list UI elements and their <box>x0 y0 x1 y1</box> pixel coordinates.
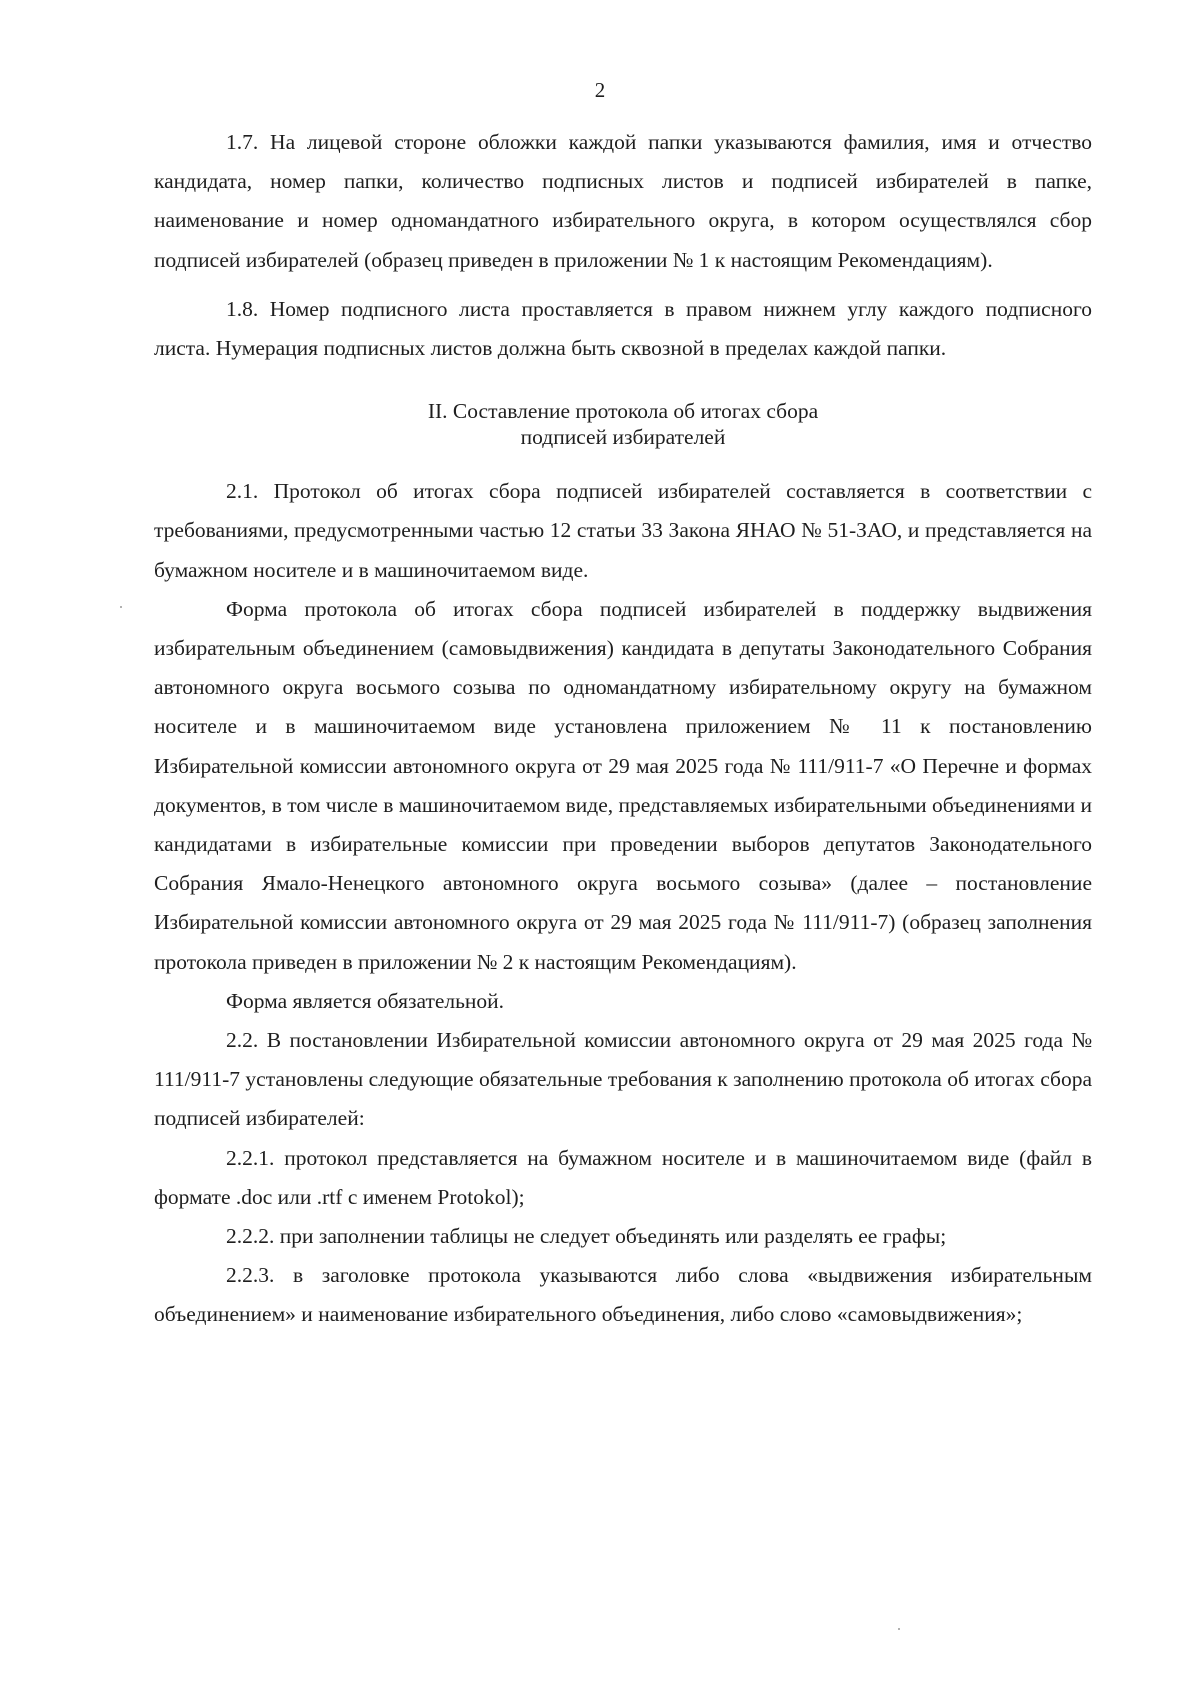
paragraph-2-2-1: 2.2.1. протокол представляется на бумажном носителе и в машиночитаемом виде (файл в формате .doc или .rtf с именем Protokol); <box>154 1145 1092 1209</box>
paragraph-1-7: 1.7. На лицевой стороне обложки каждой папки указываются фамилия, имя и отчество кандидата, номер папки, количество подписных листов и подписей избирателей в папке, наименование и номер одномандатного избирательного округа, в котором осуществлялся сбор подписей избирателей (образец приведен в приложении № 1 к настоящим Рекомендациям). <box>154 130 1092 272</box>
section-heading-line-2: подписей избирателей <box>520 425 726 450</box>
paragraph-2-2-2: 2.2.2. при заполнении таблицы не следует объединять или разделять ее графы; <box>226 1224 947 1249</box>
document-body <box>154 123 1092 1335</box>
page-number: 2 <box>594 78 606 102</box>
section-heading-line-1: II. Составление протокола об итогах сбора <box>427 399 819 424</box>
scan-speck <box>898 1628 900 1630</box>
paragraph-2-2: 2.2. В постановлении Избирательной комиссии автономного округа от 29 мая 2025 года № 111/911-7 установлены следующие обязательные требования к заполнению протокола об итогах сбора подписей избирателей: <box>154 1028 1092 1131</box>
paragraph-protocol-form: Форма протокола об итогах сбора подписей избирателей в поддержку выдвижения избирательным объединением (самовыдвижения) кандидата в депутаты Законодательного Собрания автономного округа восьмого созыва по одномандатному избирательному округу на бумажном носителе и в машиночитаемом виде установлена приложением № 11 к постановлению Избирательной комиссии автономного округа от 29 мая 2025 года № 111/911-7 «О Перечне и формах документов, в том числе в машиночитаемом виде, представляемых избирательными объединениями и кандидатами в избирательные комиссии при проведении выборов депутатов Законодательного Собрания Ямало-Ненецкого автономного округа восьмого созыва» (далее – постановление Избирательной комиссии автономного округа от 29 мая 2025 года № 111/911-7) (образец заполнения протокола приведен в приложении № 2 к настоящим Рекомендациям). <box>154 596 1092 974</box>
paragraph-form-mandatory: Форма является обязательной. <box>226 988 505 1013</box>
paragraph-2-1: 2.1. Протокол об итогах сбора подписей избирателей составляется в соответствии с требованиями, предусмотренными частью 12 статьи 33 Закона ЯНАО № 51-ЗАО, и представляется на бумажном носителе и в машиночитаемом виде. <box>154 479 1092 582</box>
section-heading-ii <box>154 398 1092 450</box>
paragraph-2-2-3: 2.2.3. в заголовке протокола указываются либо слова «выдвижения избирательным объединением» и наименование избирательного объединения, либо слово «самовыдвижения»; <box>154 1263 1092 1327</box>
scan-speck <box>120 606 122 608</box>
paragraph-1-8: 1.8. Номер подписного листа проставляется в правом нижнем углу каждого подписного листа. Нумерация подписных листов должна быть сквозной в пределах каждой папки. <box>154 296 1092 361</box>
